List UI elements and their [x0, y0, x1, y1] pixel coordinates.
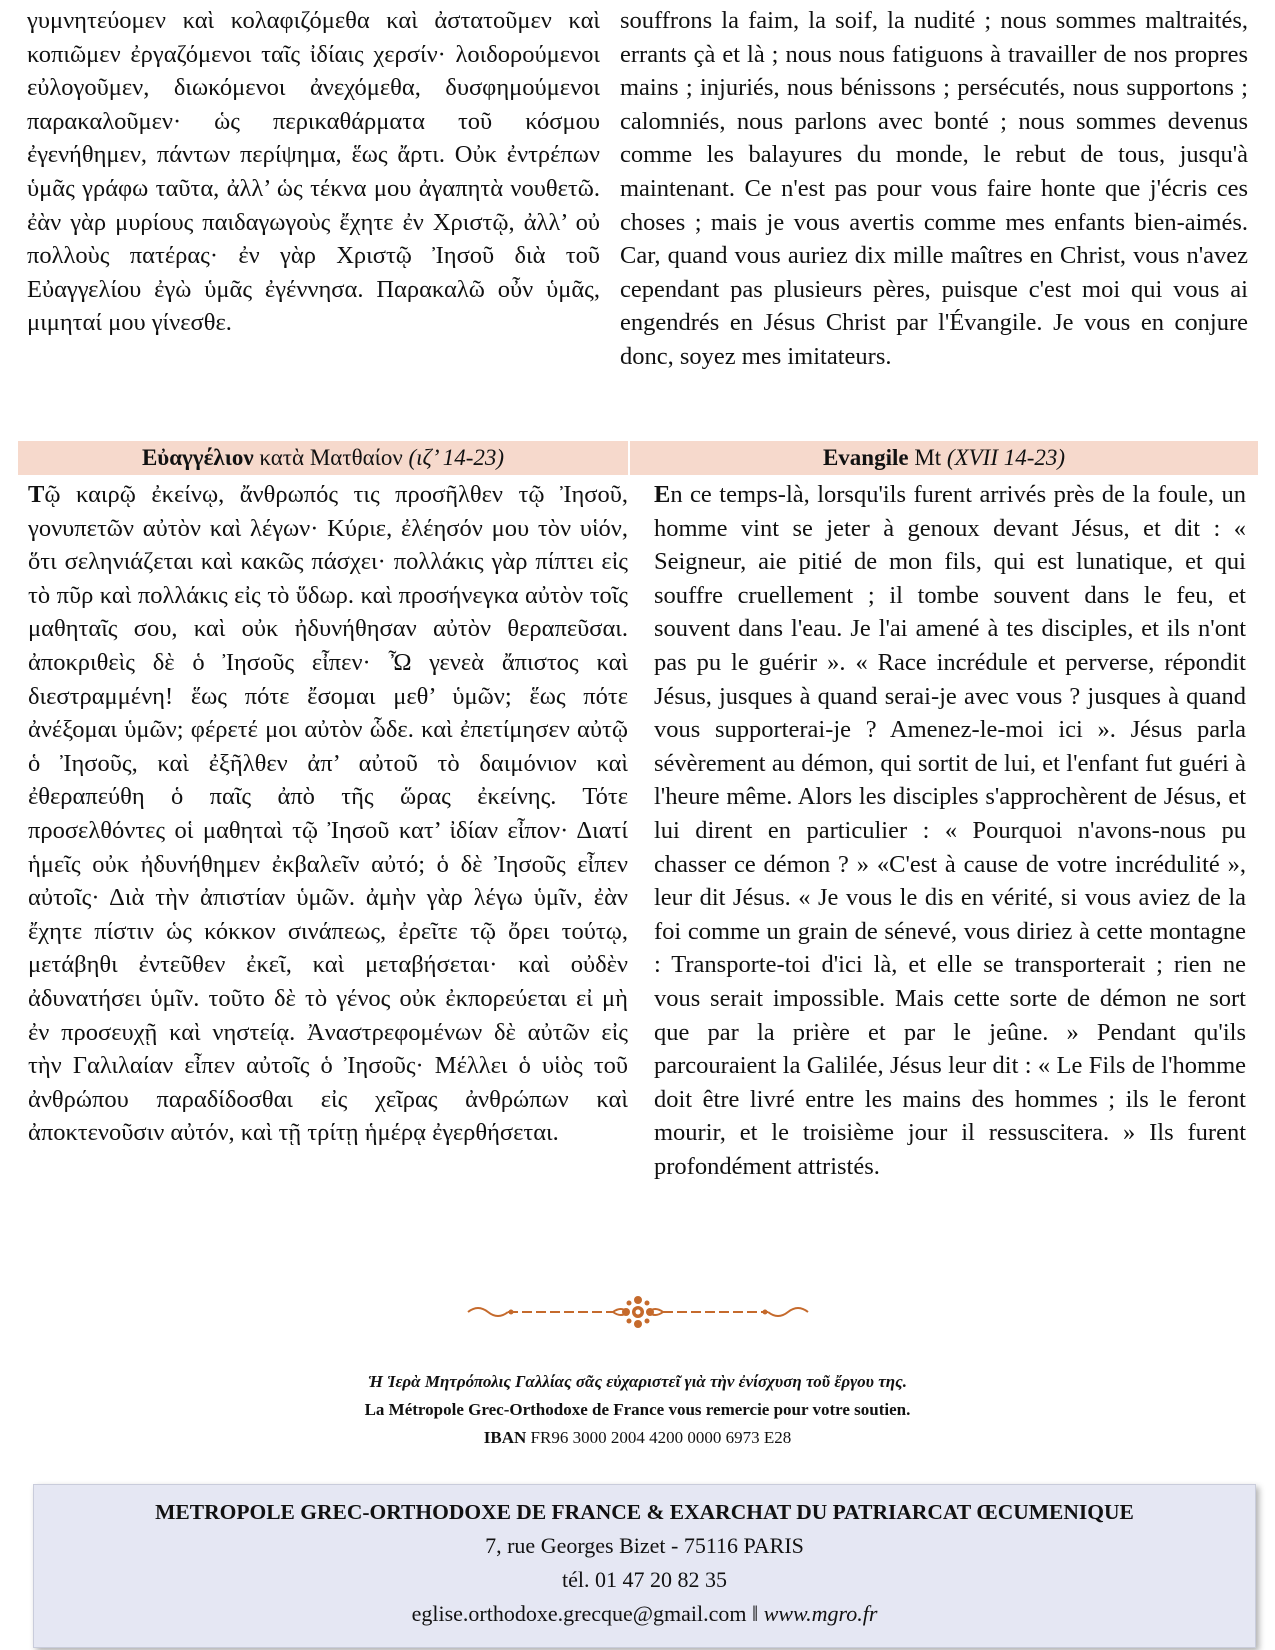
gospel-greek-header-normal: κατὰ Ματθαίον — [253, 445, 409, 470]
iban-value: FR96 3000 2004 4200 0000 6973 E28 — [526, 1428, 792, 1447]
footer-phone: tél. 01 47 20 82 35 — [562, 1567, 727, 1592]
epistle-greek-text — [27, 4, 600, 340]
gospel-greek-header — [18, 441, 630, 475]
footer-email[interactable]: eglise.orthodoxe.grecque@gmail.com — [411, 1601, 747, 1626]
gospel-greek-text — [28, 478, 628, 1150]
footer-title: METROPOLE GREC-ORTHODOXE DE FRANCE & EXARCHAT DU PATRIARCAT ŒCUMENIQUE — [155, 1500, 1134, 1524]
footer-contact-box — [33, 1484, 1256, 1648]
gospel-greek-header-bold: Εὐαγγέλιον — [141, 445, 254, 470]
gospel-french-initial: E — [654, 481, 671, 508]
footer-contact-line — [34, 1597, 1255, 1631]
epistle-french-text — [620, 4, 1248, 374]
epistle-greek-paragraph: γυμνητεύομεν καὶ κολαφιζόμεθα καὶ ἀστατοῦμεν καὶ κοπιῶμεν ἐργαζόμενοι ταῖς ἰδίαις χερσίν· λοιδορούμενοι εὐλογοῦμεν, διωκόμενοι ἀνεχόμεθα, δυσφημούμενοι παρακαλοῦμεν· ὡς περικαθάρματα τοῦ κόσμου ἐγενήθημεν, πάντων περίψημα, ἕως ἄρτι. Οὐκ ἐντρέπων ὑμᾶς γράφω ταῦτα, ἀλλ’ ὡς τέκνα μου ἀγαπητὰ νουθετῶ. ἐὰν γὰρ μυρίους παιδαγωγοὺς ἔχητε ἐν Χριστῷ, ἀλλ’ οὐ πολλοὺς πατέρας· ἐν γὰρ Χριστῷ Ἰησοῦ διὰ τοῦ Εὐαγγελίου ἐγὼ ὑμᾶς ἐγέννησα. Παρακαλῶ οὖν ὑμᾶς, μιμηταί μου γίνεσθε. — [27, 7, 600, 337]
gospel-greek-initial: Τ — [28, 481, 45, 508]
epistle-french-paragraph: souffrons la faim, la soif, la nudité ; nous sommes maltraités, errants çà et là ; nous nous fatiguons à travailler de nos propres mains ; injuriés, nous bénissons ; persécutés, nous supportons ; calomniés, nous parlons avec bonté ; nous sommes devenus comme les balayures du monde, le rebut de tous, jusqu'à maintenant. Ce n'est pas pour vous faire honte que j'écris ces choses ; mais je vous avertis comme mes enfants bien-aimés. Car, quand vous auriez dix mille maîtres en Christ, vous n'avez cependant pas plusieurs pères, puisque c'est moi qui vous ai engendrés en Jésus Christ par l'Évangile. Je vous en conjure donc, soyez mes imitateurs. — [620, 7, 1248, 370]
gospel-french-paragraph — [654, 478, 1246, 1183]
gospel-french-header-normal: Mt — [908, 445, 947, 470]
gospel-header-row — [18, 441, 1258, 475]
gospel-french-header — [630, 441, 1258, 475]
gospel-greek-body: ῷ καιρῷ ἐκείνῳ, ἄνθρωπός τις προσῆλθεν τῷ Ἰησοῦ, γονυπετῶν αὐτὸν καὶ λέγων· Κύριε, ἐλέησόν μου τὸν υἱόν, ὅτι σεληνιάζεται καὶ κακῶς πάσχει· πολλάκις γὰρ πίπτει εἰς τὸ πῦρ καὶ πολλάκις εἰς τὸ ὕδωρ. καὶ προσήνεγκα αὐτὸν τοῖς μαθηταῖς σου, καὶ οὐκ ἠδυνήθησαν αὐτὸν θεραπεῦσαι. ἀποκριθεὶς δὲ ὁ Ἰησοῦς εἶπεν· Ὦ γενεὰ ἄπιστος καὶ διεστραμμένη! ἕως πότε ἔσομαι μεθ’ ὑμῶν; ἕως πότε ἀνέξομαι ὑμῶν; φέρετέ μοι αὐτὸν ὧδε. καὶ ἐπετίμησεν αὐτῷ ὁ Ἰησοῦς, καὶ ἐξῆλθεν ἀπ’ αὐτοῦ τὸ δαιμόνιον καὶ ἐθεραπεύθη ὁ παῖς ἀπὸ τῆς ὥρας ἐκείνης. Τότε προσελθόντες οἱ μαθηταὶ τῷ Ἰησοῦ κατ’ ἰδίαν εἶπον· Διατί ἡμεῖς οὐκ ἠδυνήθημεν ἐκβαλεῖν αὐτό; ὁ δὲ Ἰησοῦς εἶπεν αὐτοῖς· Διὰ τὴν ἀπιστίαν ὑμῶν. ἀμὴν γὰρ λέγω ὑμῖν, ἐὰν ἔχητε πίστιν ὡς κόκκον σινάπεως, ἐρεῖτε τῷ ὄρει τούτῳ, μετάβηθι ἐντεῦθεν ἐκεῖ, καὶ μεταβήσεται· καὶ οὐδὲν ἀδυνατήσει ὑμῖν. τοῦτο δὲ τὸ γένος οὐκ ἐκπορεύεται εἰ μὴ ἐν προσευχῇ καὶ νηστείᾳ. Ἀναστρεφομένων δὲ αὐτῶν εἰς τὴν Γαλιλαίαν εἶπεν αὐτοῖς ὁ Ἰησοῦς· Μέλλει ὁ υἱὸς τοῦ ἀνθρώπου παραδίδοσθαι εἰς χεῖρας ἀνθρώπων καὶ ἀποκτενοῦσιν αὐτόν, καὶ τῇ τρίτῃ ἡμέρᾳ ἐγερθήσεται. — [28, 481, 628, 1147]
thanks-greek: Ἡ Ἱερὰ Μητρόπολις Γαλλίας σᾶς εὐχαριστεῖ γιὰ τὴν ἐνίσχυση τοῦ ἔργου της. — [368, 1372, 907, 1391]
footer-address: 7, rue Georges Bizet - 75116 PARIS — [485, 1533, 804, 1558]
gospel-french-header-bold: Evangile — [822, 445, 909, 470]
gospel-french-body: n ce temps-là, lorsqu'ils furent arrivés près de la foule, un homme vint se jeter à genoux devant Jésus, et dit : « Seigneur, aie pitié de mon fils, qui est lunatique, et qui souffre cruellement ; il tombe souvent dans le feu, et souvent dans l'eau. Je l'ai amené à tes disciples, et ils n'ont pas pu le guérir ». « Race incrédule et perverse, répondit Jésus, jusques à quand serai-je avec vous ? jusques à quand vous supporterai-je ? Amenez-le-moi ici ». Jésus parla sévèrement au démon, qui sortit de lui, et l'enfant fut guéri à l'heure même. Alors les disciples s'approchèrent de Jésus, et lui dirent en particulier : « Pourquoi n'avons-nous pu chasser ce démon ? » «C'est à cause de votre incrédulité », leur dit Jésus. « Je vous le dis en vérité, si vous aviez de la foi comme un grain de sénevé, vous diriez à cette montagne : Transporte-toi d'ici là, et elle se transporterait ; rien ne vous serait impossible. Mais cette sorte de démon ne sort que par la prière et par le jeûne. » Pendant qu'ils parcouraient la Galilée, Jésus leur dit : « Le Fils de l'homme doit être livré entre les mains des hommes ; ils le feront mourir, et le troisième jour il ressuscitera. » Ils furent profondément attristés. — [654, 481, 1246, 1180]
gospel-french-text — [654, 478, 1246, 1183]
iban-line — [0, 1424, 1275, 1451]
ornament-divider-icon — [463, 1292, 813, 1332]
gospel-french-header-ref: (XVII 14-23) — [946, 445, 1066, 470]
thanks-french: La Métropole Grec-Orthodoxe de France vous remercie pour votre soutien. — [364, 1400, 911, 1419]
gospel-greek-header-ref: (ιζ’ 14-23) — [408, 445, 505, 470]
iban-label: IBAN — [483, 1428, 527, 1447]
footer-website[interactable]: www.mgro.fr — [763, 1601, 878, 1626]
gospel-greek-paragraph — [28, 478, 628, 1150]
footer-separator: ǁ — [746, 1601, 764, 1626]
